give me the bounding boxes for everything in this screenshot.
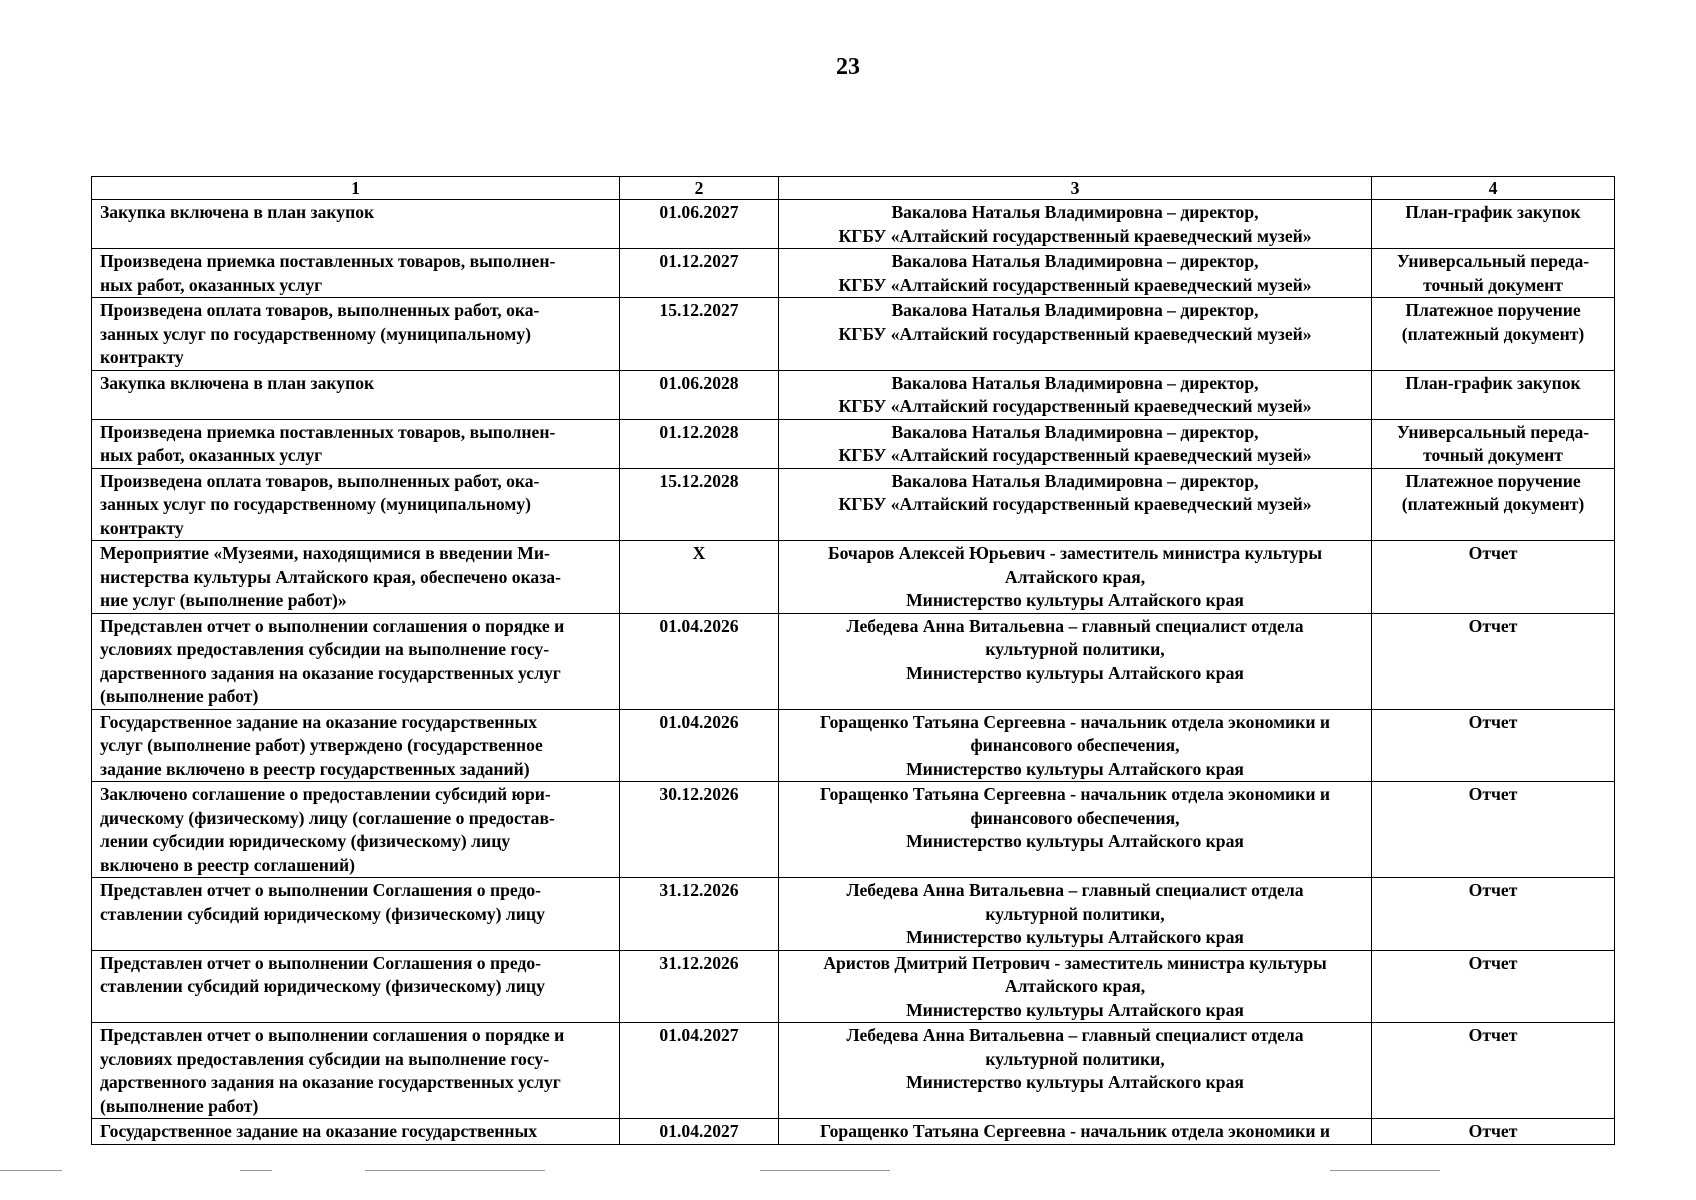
table-header-row <box>92 177 1615 200</box>
cell-line: (платежный документ) <box>1401 323 1585 344</box>
cell-line: План-график закупок <box>1405 372 1581 393</box>
date-cell: 30.12.2026 <box>620 782 779 878</box>
event-cell <box>92 709 620 782</box>
cell-line: лении субсидии юридическому (физическому) лицу <box>100 831 511 851</box>
event-cell <box>92 419 620 468</box>
responsible-cell <box>779 1023 1372 1119</box>
cell-line: Отчет <box>1468 543 1518 563</box>
cell-line: (выполнение работ) <box>100 686 259 706</box>
cell-line: финансового обеспечения, <box>970 735 1180 755</box>
event-cell <box>92 200 620 249</box>
table-row <box>92 468 1615 541</box>
scan-edge-line <box>0 1170 62 1171</box>
date-cell: 15.12.2028 <box>620 468 779 541</box>
document-cell <box>1372 419 1615 468</box>
column-header: 3 <box>779 177 1372 200</box>
page-number: 23 <box>836 54 860 80</box>
cell-line: ных работ, оказанных услуг <box>100 445 323 465</box>
cell-line: КГБУ «Алтайский государственный краеведческий музей» <box>838 274 1312 295</box>
event-cell <box>92 541 620 614</box>
document-cell <box>1372 200 1615 249</box>
document-cell <box>1372 878 1615 951</box>
cell-line: Отчет <box>1468 1025 1518 1045</box>
responsible-cell <box>779 200 1372 249</box>
cell-line: ставлении субсидий юридическому (физическому) лицу <box>100 976 545 996</box>
cell-line: Министерство культуры Алтайского края <box>906 662 1244 683</box>
cell-line: Закупка включена в план закупок <box>100 372 375 393</box>
cell-line: Министерство культуры Алтайского края <box>906 831 1244 851</box>
cell-line: нистерства культуры Алтайского края, обеспечено оказа- <box>100 566 561 587</box>
document-cell <box>1372 709 1615 782</box>
cell-line: Бочаров Алексей Юрьевич - заместитель министра культуры <box>827 543 1323 563</box>
scan-edge-line <box>240 1170 272 1171</box>
document-cell <box>1372 249 1615 298</box>
responsible-cell <box>779 782 1372 878</box>
cell-line: КГБУ «Алтайский государственный краеведческий музей» <box>838 445 1312 465</box>
table-row <box>92 298 1615 371</box>
scan-edge-line <box>1330 1170 1440 1171</box>
cell-line: Аристов Дмитрий Петрович - заместитель министра культуры <box>823 952 1327 973</box>
cell-line: Лебедева Анна Витальевна – главный специалист отдела <box>846 615 1304 636</box>
scan-edge-line <box>760 1170 890 1171</box>
column-header: 2 <box>620 177 779 200</box>
cell-line: Лебедева Анна Витальевна – главный специалист отдела <box>846 1025 1304 1045</box>
event-cell <box>92 298 620 371</box>
cell-line: (выполнение работ) <box>100 1095 259 1116</box>
document-cell <box>1372 541 1615 614</box>
cell-line: Представлен отчет о выполнении Соглашения о предо- <box>100 880 542 900</box>
cell-line: ставлении субсидий юридическому (физическому) лицу <box>100 903 545 924</box>
date-cell: 01.06.2027 <box>620 200 779 249</box>
cell-line: условиях предоставления субсидии на выполнение госу- <box>100 1048 550 1069</box>
responsible-cell <box>779 249 1372 298</box>
cell-line: Министерство культуры Алтайского края <box>906 1072 1244 1092</box>
event-cell <box>92 1119 620 1145</box>
cell-line: Горащенко Татьяна Сергеевна - начальник отдела экономики и <box>819 711 1330 732</box>
table-row <box>92 950 1615 1023</box>
cell-line: Горащенко Татьяна Сергеевна - начальник отдела экономики и <box>819 784 1330 804</box>
cell-line: Платежное поручение <box>1405 470 1581 491</box>
table-row <box>92 878 1615 951</box>
event-cell <box>92 1023 620 1119</box>
table-row <box>92 541 1615 614</box>
responsible-cell <box>779 1119 1372 1145</box>
cell-line: Произведена приемка поставленных товаров, выполнен- <box>100 421 556 442</box>
cell-line: Отчет <box>1468 784 1518 804</box>
cell-line: Государственное задание на оказание государственных <box>100 1121 538 1141</box>
document-cell <box>1372 613 1615 709</box>
table-row <box>92 1023 1615 1119</box>
cell-line: Вакалова Наталья Владимировна – директор, <box>891 202 1259 222</box>
document-cell <box>1372 468 1615 541</box>
cell-line: Министерство культуры Алтайского края <box>906 927 1244 947</box>
cell-line: КГБУ «Алтайский государственный краеведческий музей» <box>838 494 1312 514</box>
date-cell: 01.04.2026 <box>620 709 779 782</box>
cell-line: Министерство культуры Алтайского края <box>906 590 1244 610</box>
cell-line: Вакалова Наталья Владимировна – директор, <box>891 372 1259 393</box>
event-cell <box>92 468 620 541</box>
responsible-cell <box>779 468 1372 541</box>
cell-line: Вакалова Наталья Владимировна – директор, <box>891 470 1259 491</box>
cell-line: Министерство культуры Алтайского края <box>906 999 1244 1020</box>
cell-line: дическому (физическому) лицу (соглашение о предостав- <box>100 807 555 828</box>
table-row <box>92 200 1615 249</box>
cell-line: Государственное задание на оказание государственных <box>100 711 538 732</box>
cell-line: Представлен отчет о выполнении соглашения о порядке и <box>100 615 565 636</box>
document-cell <box>1372 782 1615 878</box>
table-row <box>92 370 1615 419</box>
cell-line: Произведена оплата товаров, выполненных работ, ока- <box>100 300 540 320</box>
cell-line: Универсальный переда- <box>1396 421 1590 442</box>
document-cell <box>1372 1119 1615 1145</box>
cell-line: Представлен отчет о выполнении соглашения о порядке и <box>100 1025 565 1045</box>
date-cell: 31.12.2026 <box>620 878 779 951</box>
cell-line: Отчет <box>1468 952 1518 973</box>
column-header: 4 <box>1372 177 1615 200</box>
cell-line: Лебедева Анна Витальевна – главный специалист отдела <box>846 880 1304 900</box>
cell-line: контракту <box>100 347 184 367</box>
cell-line: Заключено соглашение о предоставлении субсидий юри- <box>100 784 551 804</box>
responsible-cell <box>779 298 1372 371</box>
schedule-table <box>91 176 1615 1145</box>
cell-line: Мероприятие «Музеями, находящимися в введении Ми- <box>100 543 550 563</box>
date-cell: 15.12.2027 <box>620 298 779 371</box>
cell-line: Произведена оплата товаров, выполненных работ, ока- <box>100 470 540 491</box>
table-row <box>92 419 1615 468</box>
cell-line: услуг (выполнение работ) утверждено (государственное <box>100 735 543 755</box>
date-cell: 01.04.2026 <box>620 613 779 709</box>
cell-line: условиях предоставления субсидии на выполнение госу- <box>100 639 550 659</box>
event-cell <box>92 950 620 1023</box>
table-row <box>92 1119 1615 1145</box>
cell-line: включено в реестр соглашений) <box>100 854 356 875</box>
cell-line: КГБУ «Алтайский государственный краеведческий музей» <box>838 323 1312 344</box>
cell-line: Горащенко Татьяна Сергеевна - начальник отдела экономики и <box>819 1121 1330 1141</box>
date-cell: Х <box>620 541 779 614</box>
cell-line: Алтайского края, <box>1004 976 1146 996</box>
table-row <box>92 709 1615 782</box>
cell-line: Вакалова Наталья Владимировна – директор, <box>891 300 1259 320</box>
cell-line: финансового обеспечения, <box>970 807 1180 828</box>
event-cell <box>92 878 620 951</box>
document-cell <box>1372 370 1615 419</box>
event-cell <box>92 782 620 878</box>
date-cell: 01.12.2028 <box>620 419 779 468</box>
event-cell <box>92 370 620 419</box>
scan-edge-line <box>365 1170 545 1171</box>
cell-line: Представлен отчет о выполнении Соглашения о предо- <box>100 952 542 973</box>
cell-line: Отчет <box>1468 880 1518 900</box>
cell-line: План-график закупок <box>1405 202 1581 222</box>
table-body <box>92 200 1615 1145</box>
cell-line: Закупка включена в план закупок <box>100 202 375 222</box>
responsible-cell <box>779 878 1372 951</box>
date-cell: 01.06.2028 <box>620 370 779 419</box>
event-cell <box>92 613 620 709</box>
cell-line: точный документ <box>1423 274 1563 295</box>
responsible-cell <box>779 541 1372 614</box>
event-cell <box>92 249 620 298</box>
cell-line: Отчет <box>1468 711 1518 732</box>
cell-line: (платежный документ) <box>1401 494 1585 514</box>
date-cell: 31.12.2026 <box>620 950 779 1023</box>
cell-line: контракту <box>100 517 184 538</box>
cell-line: дарственного задания на оказание государственных услуг <box>100 1072 561 1092</box>
cell-line: занных услуг по государственному (муниципальному) <box>100 494 531 514</box>
cell-line: Платежное поручение <box>1405 300 1581 320</box>
responsible-cell <box>779 419 1372 468</box>
cell-line: Универсальный переда- <box>1396 251 1590 271</box>
cell-line: культурной политики, <box>985 639 1165 659</box>
table-row <box>92 782 1615 878</box>
responsible-cell <box>779 709 1372 782</box>
cell-line: Вакалова Наталья Владимировна – директор, <box>891 421 1259 442</box>
cell-line: Вакалова Наталья Владимировна – директор, <box>891 251 1259 271</box>
cell-line: Отчет <box>1468 1121 1518 1141</box>
date-cell: 01.04.2027 <box>620 1023 779 1119</box>
cell-line: ние услуг (выполнение работ)» <box>100 590 347 610</box>
cell-line: культурной политики, <box>985 1048 1165 1069</box>
document-cell <box>1372 1023 1615 1119</box>
cell-line: точный документ <box>1423 445 1563 465</box>
cell-line: Отчет <box>1468 615 1518 636</box>
cell-line: дарственного задания на оказание государственных услуг <box>100 662 561 683</box>
table-container <box>91 176 1614 1145</box>
responsible-cell <box>779 950 1372 1023</box>
cell-line: Алтайского края, <box>1004 566 1146 587</box>
date-cell: 01.12.2027 <box>620 249 779 298</box>
cell-line: задание включено в реестр государственных заданий) <box>100 758 530 779</box>
cell-line: занных услуг по государственному (муниципальному) <box>100 323 531 344</box>
cell-line: КГБУ «Алтайский государственный краеведческий музей» <box>838 225 1312 246</box>
cell-line: Произведена приемка поставленных товаров, выполнен- <box>100 251 556 271</box>
cell-line: ных работ, оказанных услуг <box>100 274 323 295</box>
table-row <box>92 249 1615 298</box>
cell-line: Министерство культуры Алтайского края <box>906 758 1244 779</box>
table-row <box>92 613 1615 709</box>
document-cell <box>1372 298 1615 371</box>
date-cell: 01.04.2027 <box>620 1119 779 1145</box>
responsible-cell <box>779 370 1372 419</box>
responsible-cell <box>779 613 1372 709</box>
document-cell <box>1372 950 1615 1023</box>
cell-line: культурной политики, <box>985 903 1165 924</box>
column-header: 1 <box>92 177 620 200</box>
cell-line: КГБУ «Алтайский государственный краеведческий музей» <box>838 396 1312 416</box>
